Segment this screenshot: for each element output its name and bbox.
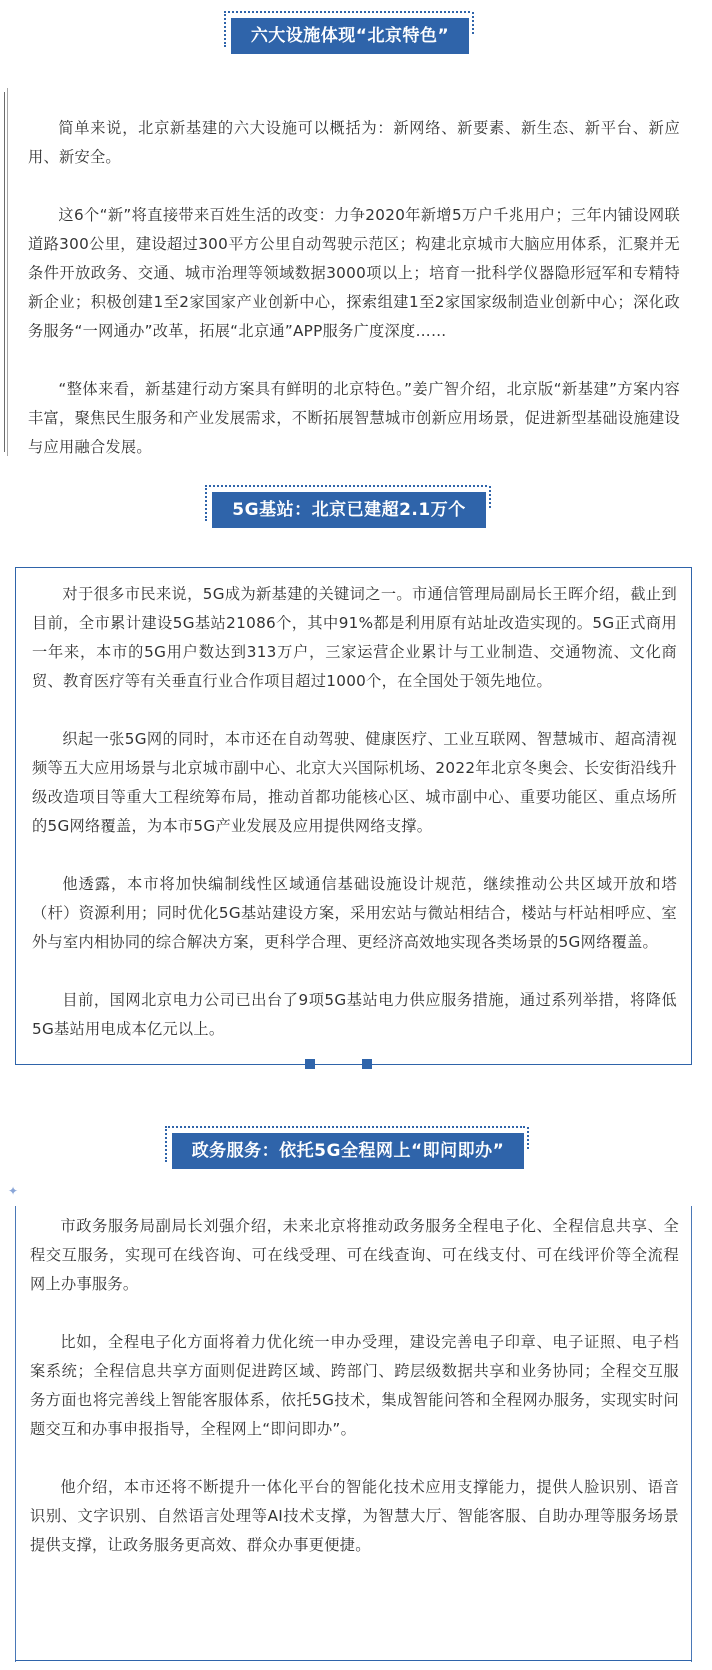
- section2-right-square-marker: [362, 1059, 372, 1069]
- section1-paragraph-2: 这6个“新”将直接带来百姓生活的改变：力争2020年新增5万户千兆用户；三年内铺设网联道路300公里，建设超过300平方公里自动驾驶示范区；构建北京城市大脑应用体系，汇聚并无条件开放政务、交通、城市治理等领域数据3000项以上；培育一批科学仪器隐形冠军和专精特新企业；积极创建1至2家国家产业创新中心，探索组建1至2家国家级制造业创新中心；深化政务服务“一网通办”改革，拓展“北京通”APP服务广度深度……: [28, 206, 680, 340]
- section3-body: [15, 1206, 692, 1662]
- section1-paragraph-1: 简单来说，北京新基建的六大设施可以概括为：新网络、新要素、新生态、新平台、新应用、新安全。: [28, 119, 680, 166]
- section3-paragraph-3: 他介绍，本市还将不断提升一体化平台的智能化技术应用支撑能力，提供人脸识别、语音识别、文字识别、自然语言处理等AI技术支撑，为智慧大厅、智能客服、自助办理等服务场景提供支撑，让政务服务更高效、群众办事更便捷。: [30, 1478, 679, 1554]
- section3-title-wrap: [172, 1133, 524, 1169]
- section2-paragraph-3: 他透露，本市将加快编制线性区域通信基础设施设计规范，继续推动公共区域开放和塔（杆）资源利用；同时优化5G基站建设方案，采用宏站与微站相结合，楼站与杆站相呼应、室外与室内相协同的综合解决方案，更科学合理、更经济高效地实现各类场景的5G网络覆盖。: [32, 875, 677, 951]
- section1-body: [16, 80, 692, 462]
- section3-paragraph-2: 比如，全程电子化方面将着力优化统一申办受理，建设完善电子印章、电子证照、电子档案系统；全程信息共享方面则促进跨区域、跨部门、跨层级数据共享和业务协同；全程交互服务方面也将完善线上智能客服体系，依托5G技术，集成智能问答和全程网办服务，实现实时问题交互和办事申报指导，全程网上“即问即办”。: [30, 1333, 679, 1438]
- section2-paragraph-1: 对于很多市民来说，5G成为新基建的关键词之一。市通信管理局副局长王晖介绍，截止到目前，全市累计建设5G基站21086个，其中91%都是利用原有站址改造实现的。5G正式商用一年来，本市的5G用户数达到313万户，三家运营企业累计与工业制造、交通物流、文化商贸、教育医疗等有关垂直行业合作项目超过1000个，在全国处于领先地位。: [32, 585, 677, 690]
- section2-title: 5G基站：北京已建超2.1万个: [212, 492, 485, 528]
- section2-title-wrap: [220, 492, 478, 528]
- section1-paragraph-3: “整体来看，新基建行动方案具有鲜明的北京特色。”姜广智介绍，北京版“新基建”方案内容丰富，聚焦民生服务和产业发展需求，不断拓展智慧城市创新应用场景，促进新型基础设施建设与应用融合发展。: [28, 380, 680, 456]
- section2-left-square-marker: [305, 1059, 315, 1069]
- section2-paragraph-2: 织起一张5G网的同时，本市还在自动驾驶、健康医疗、工业互联网、智慧城市、超高清视频等五大应用场景与北京城市副中心、北京大兴国际机场、2022年北京冬奥会、长安街沿线升级改造项目等重大工程统筹布局，推动首都功能核心区、城市副中心、重要功能区、重点场所的5G网络覆盖，为本市5G产业发展及应用提供网络支撑。: [32, 730, 677, 835]
- section1-bracket-decoration: [4, 92, 13, 452]
- section3-title: 政务服务：依托5G全程网上“即问即办”: [172, 1133, 525, 1169]
- section1-title-wrap: [230, 18, 470, 54]
- section3-bottom-border: [15, 1660, 692, 1662]
- section3-paragraph-1: 市政务服务局副局长刘强介绍，未来北京将推动政务服务全程电子化、全程信息共享、全程交互服务，实现可在线咨询、可在线受理、可在线查询、可在线支付、可在线评价等全流程网上办事服务。: [30, 1217, 679, 1293]
- sparkle-icon: ✦: [8, 1184, 19, 1198]
- section1-title: 六大设施体现“北京特色”: [231, 18, 469, 54]
- section2-paragraph-4: 目前，国网北京电力公司已出台了9项5G基站电力供应服务措施，通过系列举措，将降低5G基站用电成本亿元以上。: [32, 991, 677, 1038]
- section2-body: [15, 567, 692, 1065]
